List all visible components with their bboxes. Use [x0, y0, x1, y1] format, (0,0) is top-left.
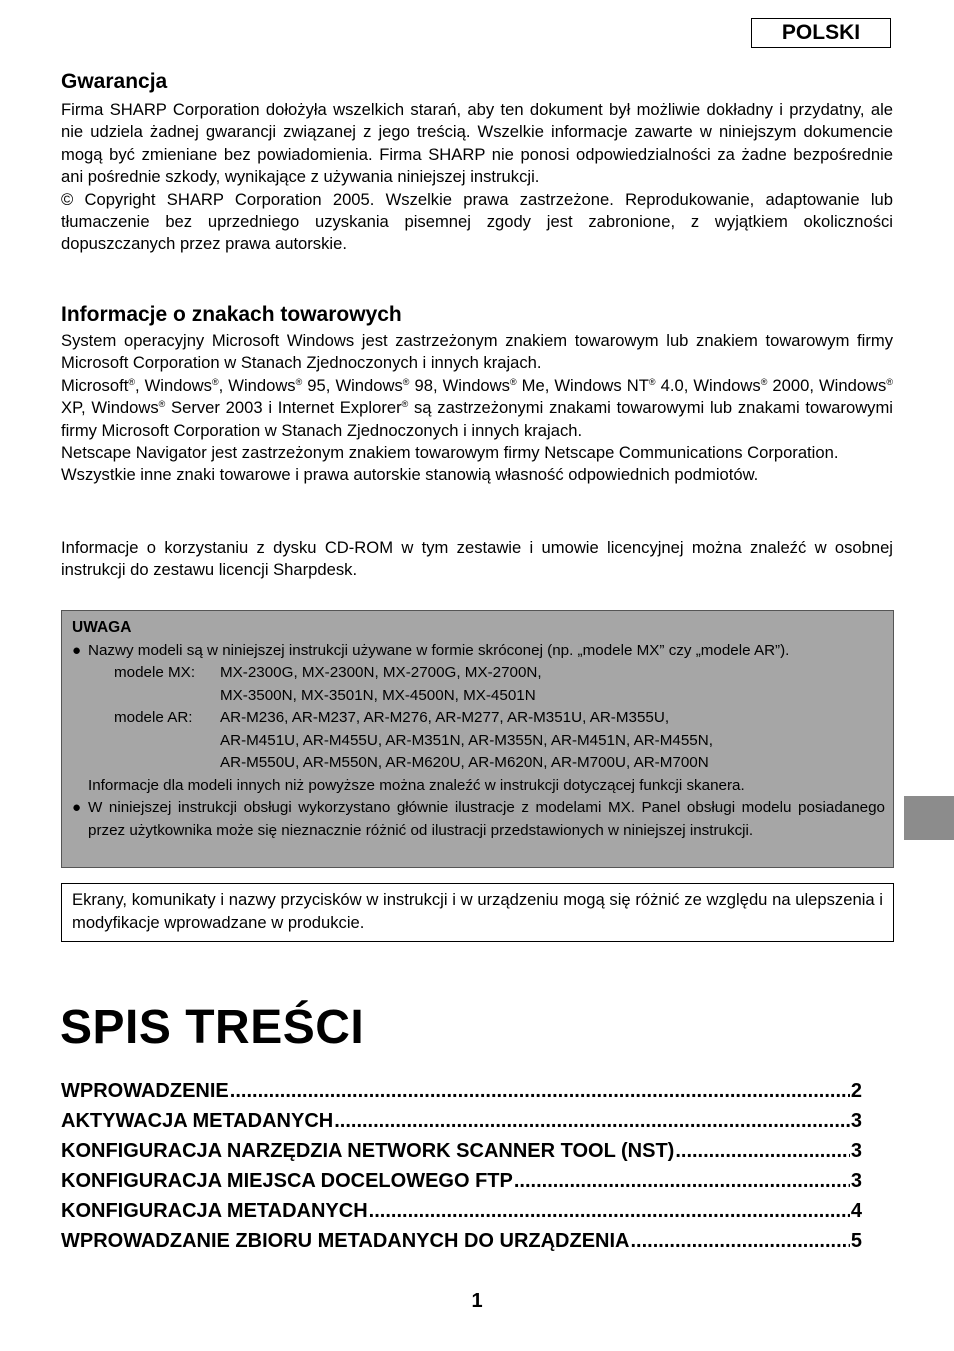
mx-models	[72, 662, 885, 707]
warranty-paragraph-2: © Copyright SHARP Corporation 2005. Wszelkie prawa zastrzeżone. Reprodukowanie, adaptowanie lub tłumaczenie bez uprzedniego uzyskania pisemnej zgody jest zabronione, z wyjątkiem okoliczności dopuszczanych przez prawa autorskie.	[61, 189, 893, 254]
screens-info-box: Ekrany, komunikaty i nazwy przycisków w instrukcji i w urządzeniu mogą się różnić ze względu na ulepszenia i modyfikacje wprowadzane w produkcie.	[61, 883, 894, 942]
toc-entry[interactable]: WPROWADZANIE ZBIORU METADANYCH DO URZĄDZENIA ..... 5	[61, 1226, 862, 1256]
note-bullet-1: ● Nazwy modeli są w niniejszej instrukcji używane w formie skróconej (np. „modele MX” czy „modele AR”).	[72, 640, 885, 663]
mx-models-label: modele MX:	[114, 664, 196, 681]
toc-entry[interactable]: AKTYWACJA METADANYCH ..... 3	[61, 1106, 862, 1136]
table-of-contents	[61, 1076, 862, 1256]
mx-models-list: MX-2300G, MX-2300N, MX-2700G, MX-2700N, MX-3500N, MX-3501N, MX-4500N, MX-4501N	[220, 664, 542, 704]
page-number: 1	[471, 1290, 483, 1312]
warranty-heading: Gwarancja	[61, 70, 168, 93]
ar-models-label: modele AR:	[114, 709, 193, 726]
trademarks-paragraph-4: Wszystkie inne znaki towarowe i prawa autorskie stanowią własność odpowiednich podmiotów.	[61, 465, 759, 485]
warranty-text	[61, 99, 893, 256]
section-tab-marker	[904, 796, 954, 840]
trademarks-paragraph-1: System operacyjny Microsoft Windows jest zastrzeżonym znakiem towarowym lub znakiem towarowym firmy Microsoft Corporation w Stanach Zjednoczonych i innych krajach.	[61, 331, 893, 373]
cdrom-info: Informacje o korzystaniu z dysku CD-ROM w tym zestawie i umowie licencyjnej można znaleźć w osobnej instrukcji do zestawu licencji Sharpdesk.	[61, 538, 893, 580]
other-models-info: Informacje dla modeli innych niż powyższe można znaleźć w instrukcji dotyczącej funkcji skanera.	[88, 776, 745, 794]
toc-entry[interactable]: WPROWADZENIE ..... 2	[61, 1076, 862, 1106]
note-box	[61, 610, 894, 868]
ar-models-list: AR-M236, AR-M237, AR-M276, AR-M277, AR-M351U, AR-M355U, AR-M451U, AR-M455U, AR-M351N, AR-M355N, AR-M451N, AR-M455N, AR-M550U, AR-M550N, AR-M620U, AR-M620N, AR-M700U, AR-M700N	[220, 709, 713, 771]
trademarks-heading: Informacje o znakach towarowych	[61, 303, 402, 326]
bullet-icon: ●	[72, 799, 82, 816]
bullet-icon: ●	[72, 641, 82, 659]
toc-entry[interactable]: KONFIGURACJA METADANYCH ..... 4	[61, 1196, 862, 1226]
note-bullet-2: ● W niniejszej instrukcji obsługi wykorzystano głównie ilustracje z modelami MX. Panel obsługi modelu posiadanego przez użytkownika może się nieznacznie różnić od ilustracji przedstawionych w niniejszej instrukcji.	[72, 797, 885, 842]
toc-entry[interactable]: KONFIGURACJA MIEJSCA DOCELOWEGO FTP ..... 3	[61, 1166, 862, 1196]
note-title: UWAGA	[72, 619, 132, 636]
trademarks-paragraph-2: Microsoft®, Windows®, Windows® 95, Windows® 98, Windows® Me, Windows NT® 4.0, Windows® 2000, Windows® XP, Windows® Server 2003 i Internet Explorer® są zastrzeżonymi znakami towarowymi lub znakami towarowymi firmy Microsoft Corporation w Stanach Zjednoczonych i innych krajach.	[61, 375, 893, 440]
language-label: POLSKI	[751, 18, 891, 48]
warranty-paragraph-1: Firma SHARP Corporation dołożyła wszelkich starań, aby ten dokument był możliwie dokładny i przydatny, ale nie udziela żadnej gwarancji związanej z jego treścią. Wszelkie informacje zawarte w niniejszym dokumencie mogą być zmieniane bez powiadomienia. Firma SHARP nie ponosi odpowiedzialności za żadne bezpośrednie ani pośrednie szkody, wynikające z używania niniejszej instrukcji.	[61, 100, 893, 187]
ar-models	[72, 707, 885, 775]
toc-title: SPIS TREŚCI	[60, 1001, 365, 1054]
trademarks-paragraph-3: Netscape Navigator jest zastrzeżonym znakiem towarowym firmy Netscape Communications Corporation.	[61, 443, 839, 463]
toc-entry[interactable]: KONFIGURACJA NARZĘDZIA NETWORK SCANNER TOOL (NST) ..... 3	[61, 1136, 862, 1166]
trademarks-text	[61, 330, 893, 487]
